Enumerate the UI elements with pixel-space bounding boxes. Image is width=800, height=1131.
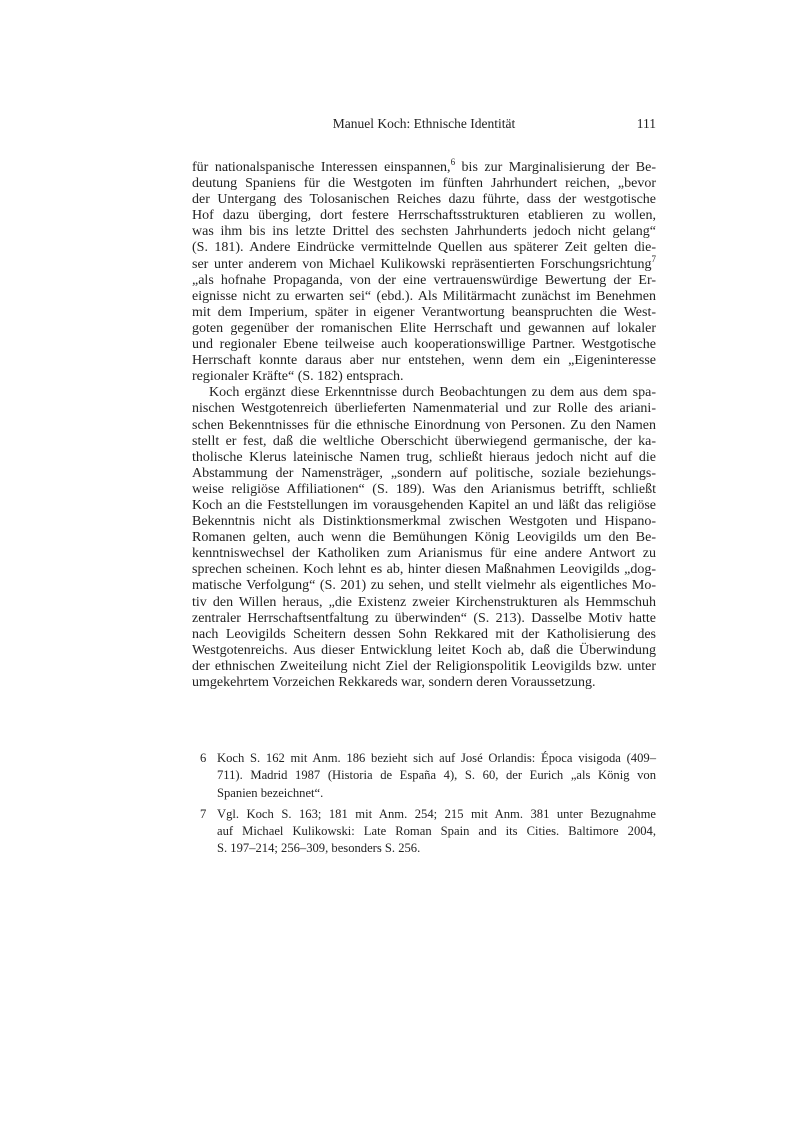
text-line: und regionaler Ebene teilweise auch kooperationswillige Partner. Westgotische — [192, 337, 656, 353]
text-line: Koch ergänzt diese Erkenntnisse durch Beobachtungen zu dem aus dem spa- — [209, 385, 656, 401]
text-line: 711). Madrid 1987 (Historia de España 4), S. 60, der Eurich „als König von — [217, 768, 656, 783]
text-line: auf Michael Kulikowski: Late Roman Spain and its Cities. Baltimore 2004, — [217, 824, 656, 839]
text-segment: für nationalspanische Interessen einspannen, — [192, 160, 451, 175]
text-line: Vgl. Koch S. 163; 181 mit Anm. 254; 215 mit Anm. 381 unter Bezugnahme — [217, 806, 656, 821]
footnote-number: 7 — [200, 806, 207, 821]
footnote-number: 6 — [200, 751, 207, 765]
text-line: Hof dazu überging, dort festere Herrschaftsstrukturen etablieren zu wollen, — [192, 208, 656, 224]
text-line: regionaler Kräfte“ (S. 182) entsprach. — [192, 369, 404, 385]
text-line: Abstammung der Namensträger, „sondern auf politische, soziale beziehungs- — [192, 465, 656, 481]
paragraph — [192, 385, 656, 691]
text-line: „als hofnahe Propaganda, von der eine vertrauenswürdige Bewertung der Er- — [192, 272, 656, 288]
text-segment: bis zur Marginalisierung der Be- — [455, 160, 656, 175]
text-line: deutung Spaniens für die Westgoten im fünften Jahrhundert reichen, „bevor — [192, 176, 656, 192]
text-line: mit dem Imperium, später in eigener Verantwortung beanspruchten die West- — [192, 304, 656, 320]
text-line: nach Leovigilds Scheitern dessen Sohn Rekkared mit der Katholisierung des — [192, 626, 656, 642]
text-line: S. 197–214; 256–309, besonders S. 256. — [217, 841, 421, 856]
text-line: tiv den Willen heraus, „die Existenz zweier Kirchenstrukturen als Hemmschuh — [192, 594, 656, 610]
running-header — [192, 116, 656, 134]
text-line: nischen Westgotenreich überlieferten Namenmaterial und zur Rolle des ariani- — [192, 401, 656, 417]
text-line: Romanen gelten, auch wenn die Bemühungen König Leovigilds um den Be- — [192, 530, 656, 546]
text-line: Herrschaft konnte daraus aber nur entstehen, wenn dem ein „Eigeninteresse — [192, 353, 656, 369]
running-title: Manuel Koch: Ethnische Identität — [332, 116, 516, 131]
text-line — [192, 253, 656, 273]
text-line: Bekenntnis nicht als Distinktionsmerkmal zwischen Westgoten und Hispano- — [192, 514, 656, 530]
text-line: Koch an die Feststellungen im vorausgehenden Kapitel an und läßt das religiöse — [192, 497, 656, 513]
text-line: goten gegenüber der romanischen Elite Herrschaft und gewannen auf lokaler — [192, 320, 656, 336]
text-line: stellt er fest, daß die weltliche Oberschicht überwiegend germanische, der ka- — [192, 433, 656, 449]
text-line: sprechen scheinen. Koch lehnt es ab, hinter diesen Maßnahmen Leovigilds „dog- — [192, 562, 656, 578]
text-line: der Untergang des Tolosanischen Reiches dazu führte, dass der westgotische — [192, 192, 656, 208]
footnote-marker: 7 — [651, 253, 656, 264]
text-line: umgekehrtem Vorzeichen Rekkareds war, sondern deren Voraussetzung. — [192, 675, 596, 690]
footnote — [200, 806, 656, 858]
footnote-marker: 6 — [450, 157, 456, 167]
text-line: schen Bekenntnisses für die ethnische Einordnung von Personen. Zu den Namen — [192, 417, 656, 433]
text-line: weise religiöse Affiliationen“ (S. 189). Was den Arianismus betrifft, schließt — [192, 481, 656, 497]
main-text — [192, 157, 656, 691]
text-line: der ethnischen Zweiteilung nicht Ziel der Religionspolitik Leovigilds bzw. unter — [192, 658, 656, 674]
text-line — [192, 157, 656, 176]
text-segment: ser unter anderem von Michael Kulikowski repräsentierten Forschungsrichtung — [192, 256, 652, 272]
text-line: kenntniswechsel der Katholiken zum Arianismus für eine andere Antwort zu — [192, 546, 656, 562]
text-line: Westgotenreichs. Aus dieser Entwicklung leitet Koch ab, daß die Überwindung — [192, 642, 656, 658]
text-line: matische Verfolgung“ (S. 201) zu sehen, und stellt vielmehr als eigentliches Mo- — [192, 578, 656, 594]
footnote — [200, 750, 656, 802]
paragraph — [192, 157, 656, 385]
text-line: Koch S. 162 mit Anm. 186 bezieht sich auf José Orlandis: Época visigoda (409– — [217, 751, 656, 765]
text-line: eignisse nicht zu erwarten sei“ (ebd.). Als Militärmacht zunächst im Benehmen — [192, 288, 656, 304]
text-line: tholische Klerus lateinische Namen trug, schließt hieraus jedoch nicht auf die — [192, 449, 656, 465]
text-line: (S. 181). Andere Eindrücke vermittelnde Quellen aus späterer Zeit gelten die- — [192, 240, 656, 256]
footnotes — [200, 750, 656, 862]
page-number: 111 — [636, 116, 656, 131]
text-line: zentraler Herrschaftsentfaltung zu überwinden“ (S. 213). Dasselbe Motiv hatte — [192, 610, 656, 626]
text-line: was ihm bis ins letzte Drittel des sechsten Jahrhunderts jedoch nicht gelang“ — [192, 224, 656, 240]
text-line: Spanien bezeichnet“. — [217, 785, 324, 800]
